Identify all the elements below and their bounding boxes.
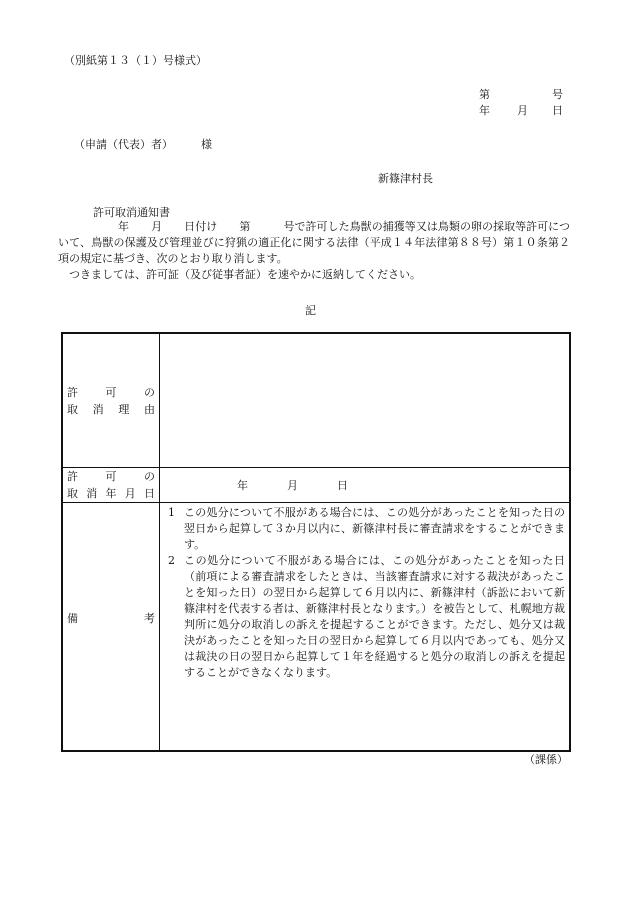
- date-label-line1: 許 可 の: [67, 470, 155, 483]
- date-label-line2: 取 消 年 月 日: [67, 487, 155, 500]
- issuer-name: 新篠津村長: [378, 172, 433, 185]
- note-item-1: [168, 505, 565, 553]
- reason-value-cell[interactable]: [160, 333, 571, 468]
- reason-label: [62, 333, 160, 468]
- body-text: [58, 219, 570, 283]
- notes-cell: [160, 503, 571, 752]
- notes-label: [62, 503, 160, 752]
- table-row-reason: [62, 333, 570, 468]
- section-footer: （課係）: [524, 753, 568, 766]
- table-row-date: [62, 468, 570, 503]
- document-date-month: 月: [517, 104, 528, 117]
- document-date-year: 年: [479, 104, 490, 117]
- notice-title: 許可取消通知書: [93, 206, 170, 219]
- table-row-notes: [62, 503, 570, 752]
- document-date-day: 日: [552, 104, 563, 117]
- document-number-prefix: 第: [479, 88, 490, 101]
- applicant-line: [74, 136, 212, 154]
- date-value-cell[interactable]: [160, 468, 571, 503]
- note-text: この処分について不服がある場合には、この処分があったことを知った日（前項による審査請求をしたときは、当該審査請求に対する裁決があったことを知った日）の翌日から起算して６月以内に、新篠津村（訴訟において新篠津村を代表する者は、新篠津村長となります。）を被告として、札幌地方裁判所に処分の取消しの訴えを提起することができます。ただし、処分又は裁決があったことを知った日の翌日から起算して６月以内であっても、処分又は裁決の日の翌日から起算して１年を経過すると処分の取消しの訴えを提起することができなくなります。: [184, 554, 565, 679]
- details-table: [61, 332, 571, 752]
- date-value-month: 月: [287, 479, 298, 492]
- notes-label-char-1: 備: [67, 612, 78, 625]
- note-number: 1: [168, 506, 175, 519]
- document-number-suffix: 号: [552, 88, 563, 101]
- notes-label-char-2: 考: [144, 612, 155, 625]
- note-text: この処分について不服がある場合には、この処分があったことを知った日の翌日から起算して３か月以内に、新篠津村長に審査請求をすることができます。: [184, 506, 565, 551]
- body-paragraph-1: 年 月 日付け 第 号で許可した鳥獣の捕獲等又は鳥類の卵の採取等許可について、鳥獣の保護及び管理並びに狩猟の適正化に関する法律（平成１４年法律第８８号）第１０条第２項の規定に基づき、次のとおり取り消します。: [58, 220, 570, 265]
- date-value-day: 日: [337, 479, 348, 492]
- body-paragraph-2: つきましては、許可証（及び従事者証）を速やかに返納してください。: [69, 268, 421, 281]
- date-label: [62, 468, 160, 503]
- applicant-label: （申請（代表）者）: [74, 138, 173, 151]
- note-item-2: [168, 553, 565, 681]
- reason-label-line2: 取 消 理 由: [67, 402, 155, 416]
- note-number: 2: [168, 554, 175, 567]
- reason-label-line1: 許 可 の: [67, 385, 155, 399]
- ki-heading: 記: [305, 304, 316, 317]
- applicant-honorific: 様: [201, 138, 212, 151]
- date-value-year: 年: [237, 479, 248, 492]
- form-number: （別紙第１３（１）号様式）: [64, 54, 207, 67]
